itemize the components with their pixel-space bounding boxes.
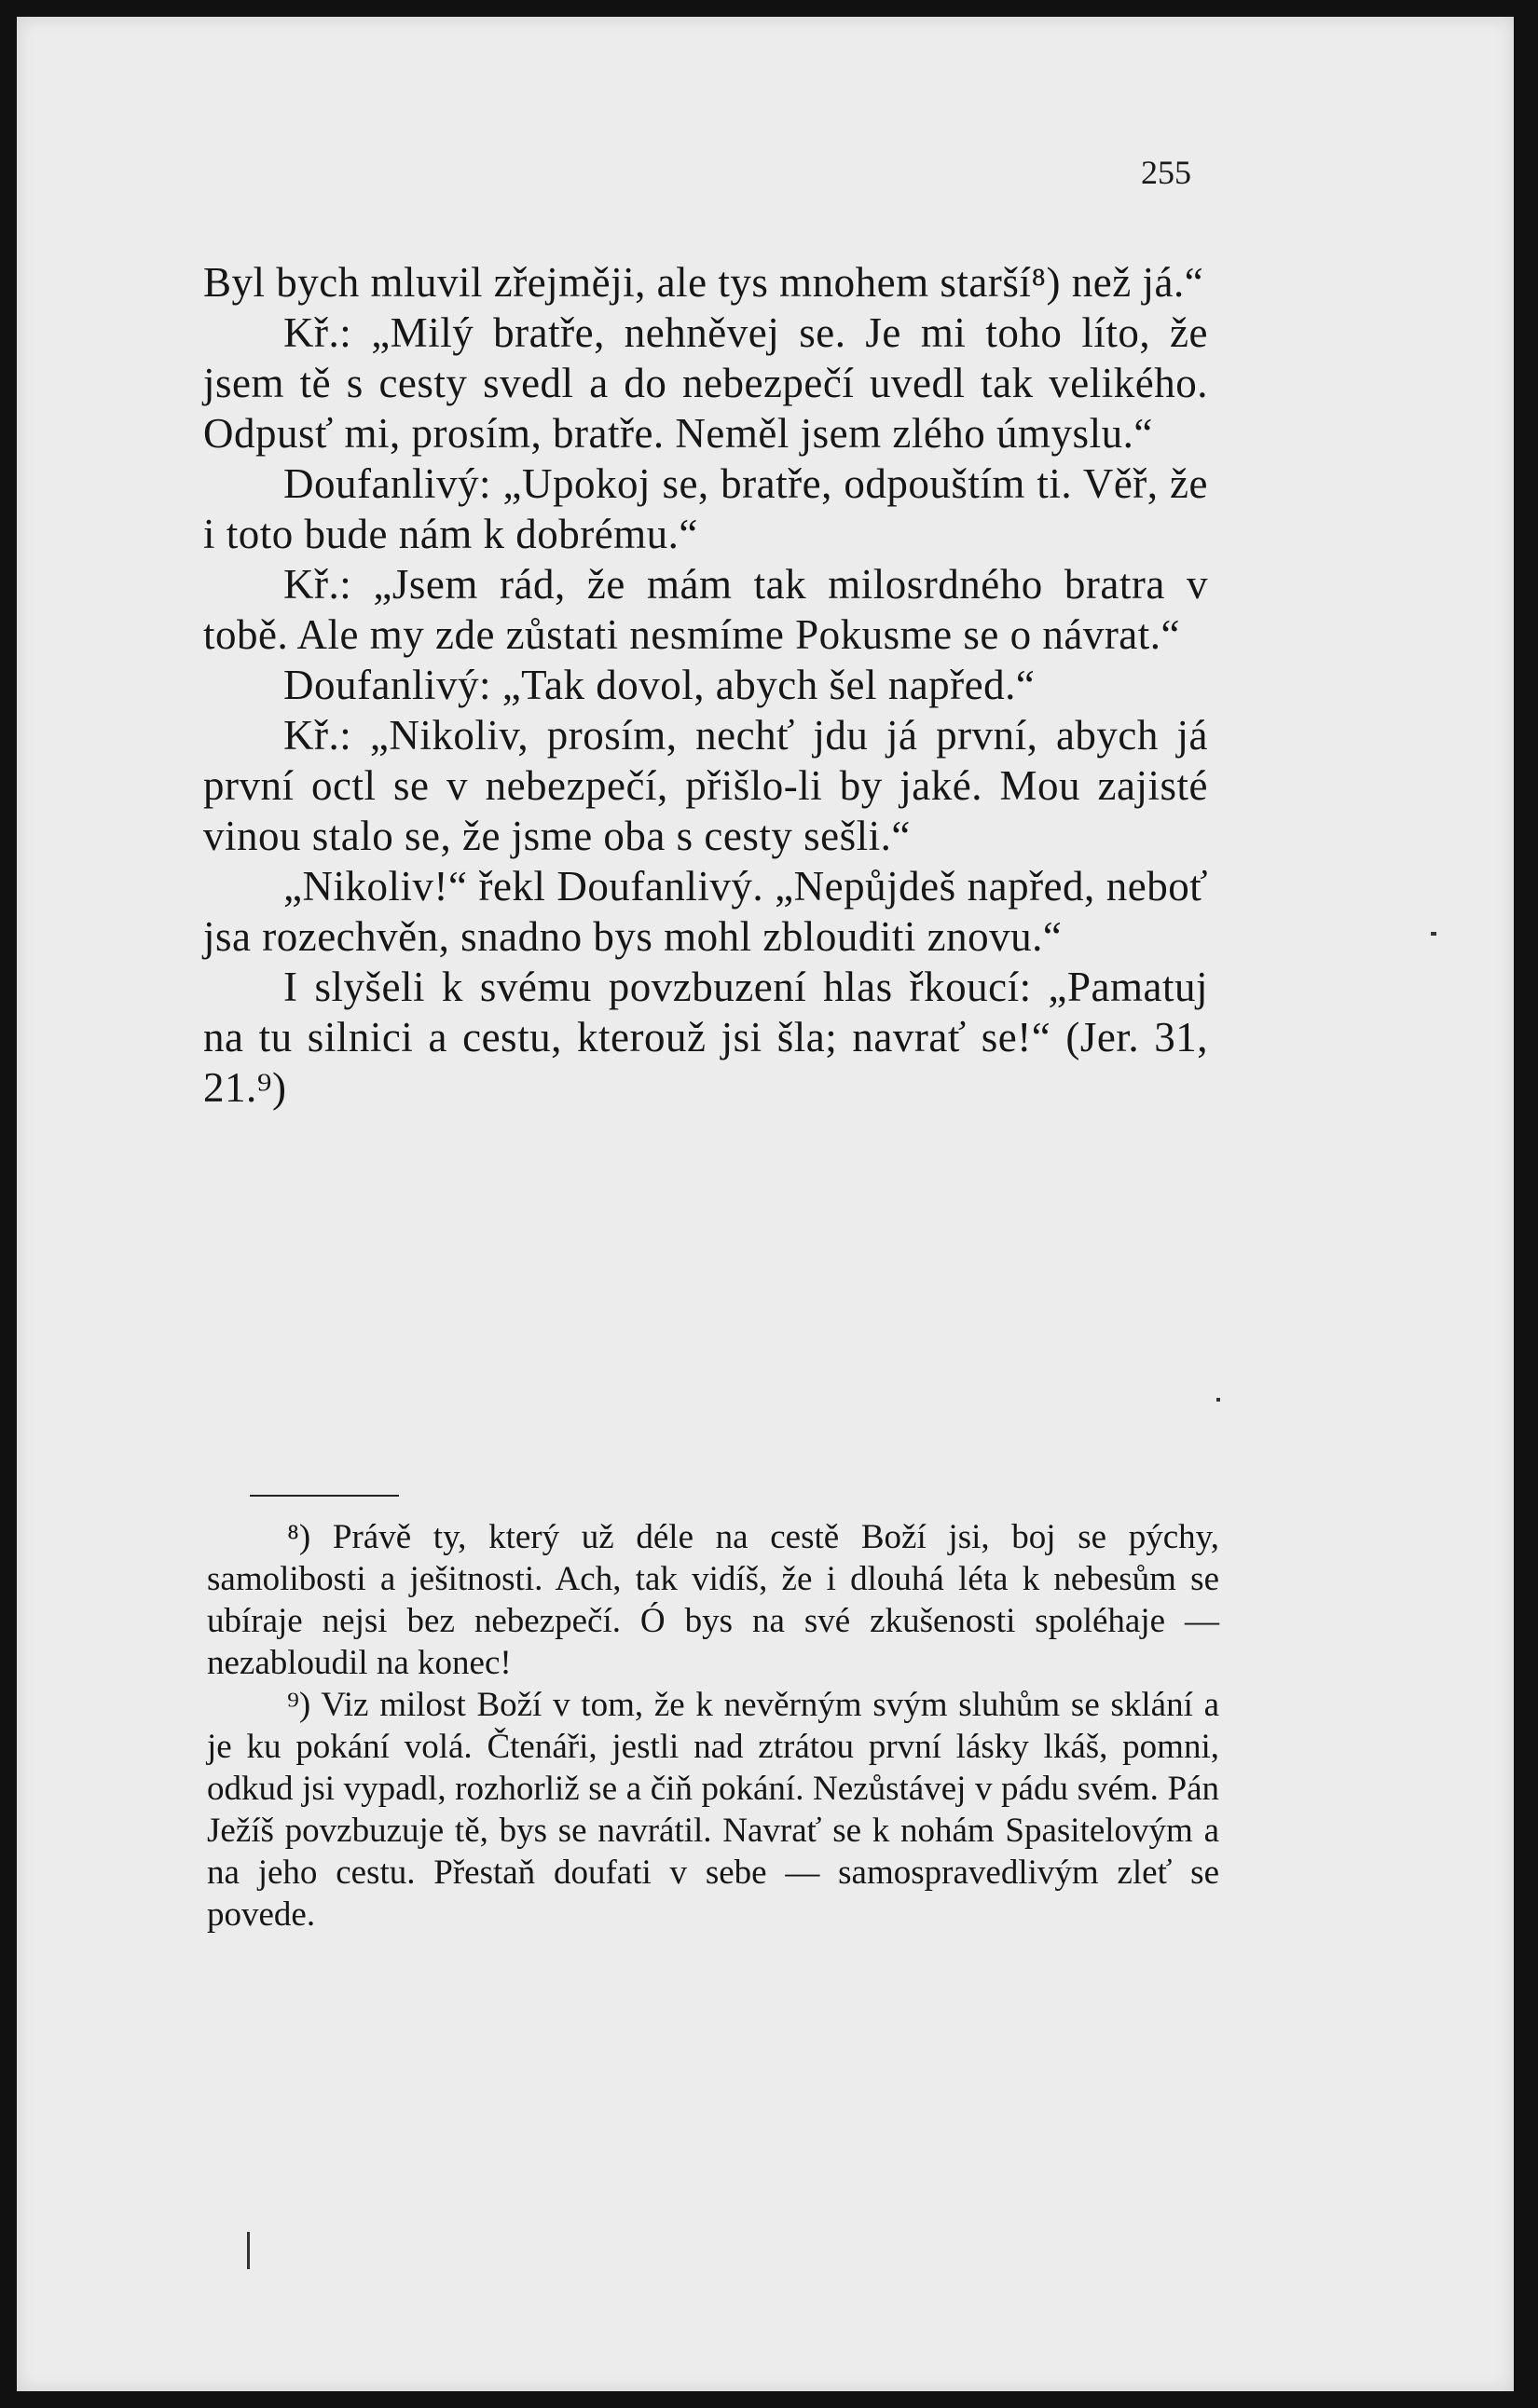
scan-speck — [1216, 1398, 1220, 1402]
footnote: ⁸) Právě ty, který už déle na cestě Boží jsi, boj se pýchy, samolibosti a ješitnosti. Ach, tak vidíš, že i dlouhá léta k nebesům se ubíraje nejsi bez nebezpečí. Ó bys na své zkušenosti spoléhaje — nezabloudil na konec! — [207, 1518, 1219, 1682]
footnotes — [207, 1516, 1219, 1936]
page-number: 255 — [1141, 154, 1191, 191]
scan-speck — [1431, 932, 1436, 936]
paragraph: Kř.: „Nikoliv, prosím, nechť jdu já první, abych já první octl se v nebezpečí, přišlo-li by jaké. Mou zajisté vinou stalo se, že jsme oba s cesty sešli.“ — [203, 712, 1208, 859]
paragraph: Doufanlivý: „Upokoj se, bratře, odpouštím ti. Věř, že i toto bude nám k dobrému.“ — [203, 460, 1208, 557]
footnote-divider — [250, 1495, 399, 1497]
paragraph: I slyšeli k svému povzbuzení hlas řkoucí: „Pamatuj na tu silnici a cestu, kterouž jsi šla; navrať se!“ (Jer. 31, 21.⁹) — [203, 964, 1208, 1111]
paragraph: „Nikoliv!“ řekl Doufanlivý. „Nepůjdeš napřed, neboť jsa rozechvěn, snadno bys mohl zblouditi znovu.“ — [203, 863, 1208, 960]
scan-border-right — [1514, 0, 1538, 2408]
paragraph: Kř.: „Jsem rád, že mám tak milosrdného bratra v tobě. Ale my zde zůstati nesmíme Pokusme se o návrat.“ — [203, 561, 1208, 658]
scan-border-left — [0, 0, 17, 2408]
paragraph: Byl bych mluvil zřejměji, ale tys mnohem starší⁸) než já.“ — [203, 259, 1204, 306]
scan-speck — [247, 2232, 250, 2269]
scan-border-bottom — [0, 2391, 1538, 2408]
paragraph: Doufanlivý: „Tak dovol, abych šel napřed.“ — [283, 662, 1036, 708]
body-text — [203, 257, 1208, 1113]
footnote: ⁹) Viz milost Boží v tom, že k nevěrným svým sluhům se sklání a je ku pokání volá. Čtenáři, jestli nad ztrátou první lásky lkáš, pomni, odkud jsi vypadl, rozhorliž se a čiň pokání. Nezůstávej v pádu svém. Pán Ježíš povzbuzuje tě, bys se navrátil. Navrať se k nohám Spasitelovým a na jeho cestu. Přestaň doufati v sebe — samospravedlivým zleť se povede. — [207, 1686, 1219, 1934]
scan-border-top — [0, 0, 1538, 17]
paragraph: Kř.: „Milý bratře, nehněvej se. Je mi toho líto, že jsem tě s cesty svedl a do nebezpečí uvedl tak velikého. Odpusť mi, prosím, bratře. Neměl jsem zlého úmyslu.“ — [203, 309, 1208, 457]
